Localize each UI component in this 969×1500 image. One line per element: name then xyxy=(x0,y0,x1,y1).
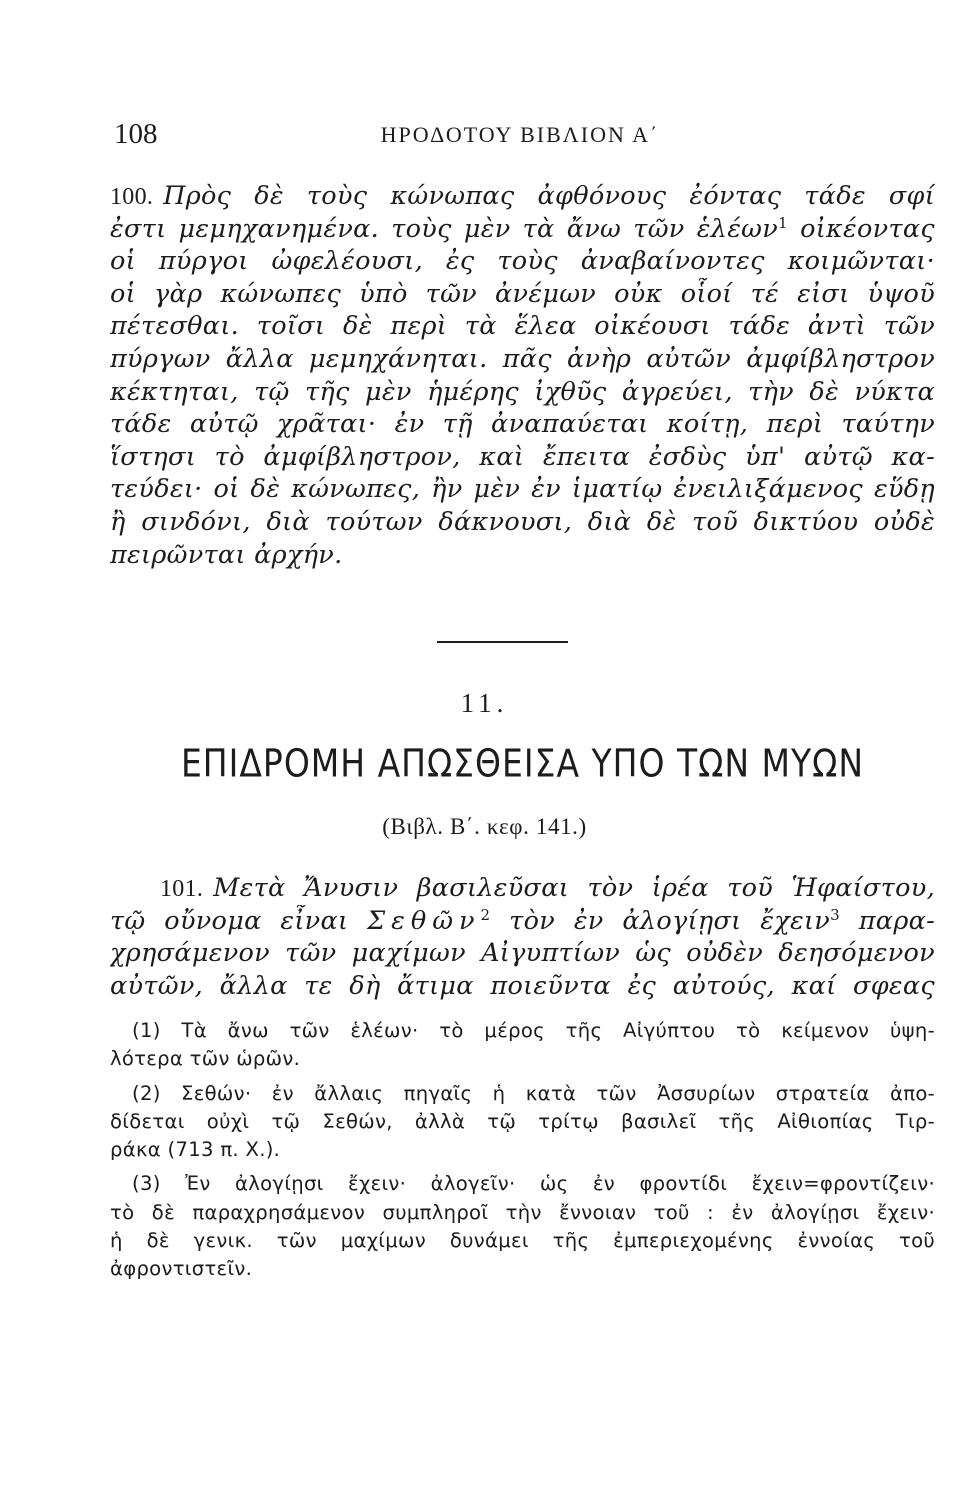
footnote-line: (1) Τὰ ἄνω τῶν ἑλέων· τὸ μέρος τῆς Αἰγύπτου τὸ κείμενον ὑψη- xyxy=(132,1019,935,1042)
text-line: τάδε αὐτῷ χρᾶται· ἐν τῇ ἀναπαύεται κοίτῃ, περὶ ταύτην xyxy=(110,409,935,440)
text-line: πύργων ἄλλα μεμηχάνηται. πᾶς ἀνὴρ αὐτῶν ἀμφίβληστρον xyxy=(110,343,935,374)
section-title: ΕΠΙΔΡΟΜΗ ΑΠΩΣΘΕΙΣΑ ΥΠΟ ΤΩΝ ΜΥΩΝ xyxy=(180,741,865,786)
footnote-mark: (3) xyxy=(132,1172,161,1196)
page-number: 108 xyxy=(114,118,158,150)
running-head-title: ΗΡΟΔΟΤΟΥ ΒΙΒΛΙΟΝ Α΄ xyxy=(380,122,660,147)
text-line: πέτεσθαι. τοῖσι δὲ περὶ τὰ ἕλεα οἰκέουσι τάδε ἀντὶ τῶν xyxy=(110,311,935,342)
footnote-line: (2) Σεθών· ἐν ἄλλαις πηγαῖς ἡ κατὰ τῶν Ἀσσυρίων στρατεία ἀπο- xyxy=(132,1081,935,1105)
footnote-mark: (2) xyxy=(132,1081,161,1105)
footnote-marker[interactable]: 2 xyxy=(480,905,491,924)
spaced-name: Σεθῶν xyxy=(367,905,481,936)
footnote-2 xyxy=(110,1080,935,1165)
footnote-line: δίδεται οὐχὶ τῷ Σεθών, ἀλλὰ τῷ τρίτῳ βασιλεῖ τῆς Αἰθιοπίας Τιρ- xyxy=(110,1109,935,1133)
text-line: ἢ σινδόνι, διὰ τούτων δάκνουσι, διὰ δὲ τοῦ δικτύου οὐδὲ xyxy=(110,506,935,537)
section-divider xyxy=(437,641,568,643)
section-reference: (Βιβλ. Β΄. κεφ. 141.) xyxy=(382,814,587,839)
paragraph-number: 101. xyxy=(160,876,204,902)
text-line: χρησάμενον τῶν μαχίμων Αἰγυπτίων ὡς οὐδὲν δεησόμενον xyxy=(110,938,935,969)
footnote-line: λότερα τῶν ὡρῶν. xyxy=(110,1047,301,1071)
footnotes xyxy=(110,1017,935,1284)
footnote-line: ράκα (713 π. Χ.). xyxy=(110,1138,281,1162)
text-line: ἵστησι τὸ ἀμφίβληστρον, καὶ ἔπειτα ἐσδὺς ὑπ' αὐτῷ κα- xyxy=(110,441,935,472)
text-line: ἐστι μεμηχανημένα. τοὺς μὲν τὰ ἄνω τῶν ἑλέων$^1$ οἰκέοντας xyxy=(110,213,935,244)
paragraph-number: 100. xyxy=(110,184,154,210)
footnote-line: ἡ δὲ γενικ. τῶν μαχίμων δυνάμει τῆς ἐμπεριεχομένης ἐννοίας τοῦ xyxy=(110,1229,935,1253)
footnote-line: ἀφροντιστεῖν. xyxy=(110,1257,253,1281)
footnote-mark: (1) xyxy=(132,1019,161,1042)
footnote-marker[interactable]: 1 xyxy=(778,213,788,232)
footnote-line: τὸ δὲ παραχρησάμενον συμπληροῖ τὴν ἔννοιαν τοῦ : ἐν ἀλογίῃσι ἔχειν· xyxy=(110,1200,935,1224)
paragraph-101 xyxy=(110,872,935,1002)
text-line: οἱ πύργοι ὠφελέουσι, ἐς τοὺς ἀναβαίνοντες κοιμῶνται· xyxy=(110,246,935,277)
text-line: τεύδει· οἱ δὲ κώνωπες, ἢν μὲν ἐν ἱματίῳ ἐνειλιξάμενος εὕδῃ xyxy=(110,474,935,505)
footnote-line: (3) Ἐν ἀλογίῃσι ἔχειν· ἀλογεῖν· ὡς ἐν φροντίδι ἔχειν=φροντίζειν· xyxy=(132,1172,935,1196)
text-line: αὐτῶν, ἄλλα τε δὴ ἄτιμα ποιεῦντα ἐς αὐτούς, καί σφεας xyxy=(110,970,935,1001)
text-line: οἱ γὰρ κώνωπες ὑπὸ τῶν ἀνέμων οὐκ οἷοί τέ εἰσι ὑψοῦ xyxy=(110,278,935,309)
text-line: κέκτηται, τῷ τῆς μὲν ἡμέρης ἰχθῦς ἀγρεύει, τὴν δὲ νύκτα xyxy=(110,376,935,407)
text-line: 100. Πρὸς δὲ τοὺς κώνωπας ἀφθόνους ἐόντας τάδε σφί xyxy=(110,181,935,211)
footnote-marker[interactable]: 3 xyxy=(830,905,840,924)
text-line: 101. Μετὰ Ἄνυσιν βασιλεῦσαι τὸν ἱρέα τοῦ Ἡφαίστου, xyxy=(160,873,935,903)
text-line: τῷ οὔνομα εἶναι Σεθῶν$^2$ τὸν ἐν ἀλογίῃσι ἔχειν$^3$ παρα- xyxy=(110,905,935,936)
text-line: πειρῶνται ἀρχήν. xyxy=(110,539,343,570)
paragraph-100 xyxy=(110,180,935,571)
footnote-3 xyxy=(110,1170,935,1283)
running-head xyxy=(110,118,930,158)
section-number: 11. xyxy=(460,688,509,718)
footnote-1 xyxy=(110,1017,935,1074)
